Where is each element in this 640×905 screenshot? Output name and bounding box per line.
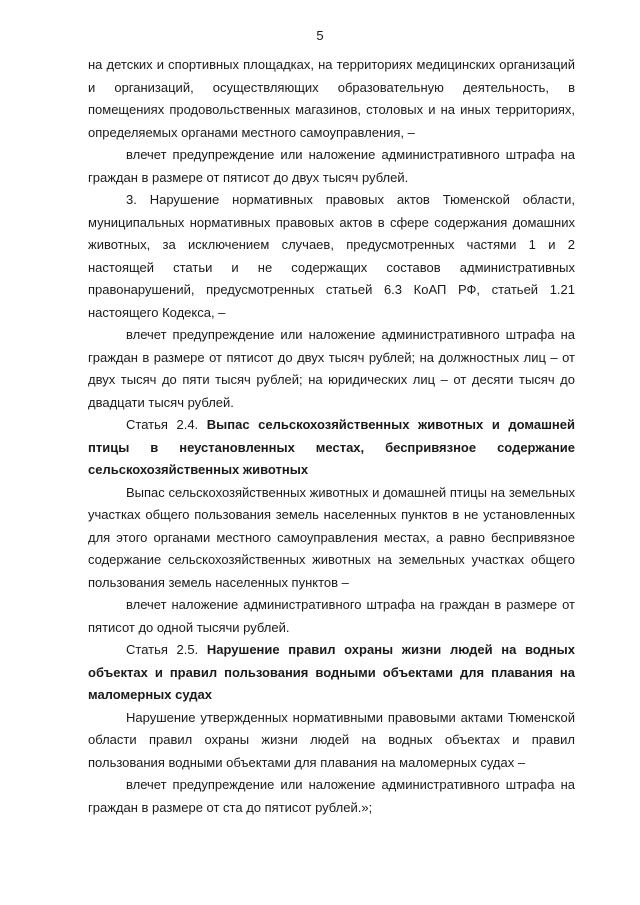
paragraph: Выпас сельскохозяйственных животных и домашней птицы на земельных участках общего пользования земель населенных пунктов в не установленных для этого органами местного самоуправления местах, а равно беспривязное содержание сельскохозяйственных животных на земельных участках общего пользования земель населенных пунктов –	[88, 484, 575, 590]
article-heading-2-5	[88, 639, 575, 707]
article-label: Статья 2.4.	[126, 417, 199, 432]
paragraph: Нарушение утвержденных нормативными правовыми актами Тюменской области правил охраны жизни людей на водных объектах и правил пользования водными объектами для плавания на маломерных судах –	[88, 709, 575, 770]
document-body	[88, 54, 575, 819]
article-heading-2-4	[88, 414, 575, 482]
paragraph: влечет предупреждение или наложение административного штрафа на граждан в размере от пятисот до двух тысяч рублей; на должностных лиц – от двух тысяч до пяти тысяч рублей; на юридических лиц – от десяти тысяч до двадцати тысяч рублей.	[88, 327, 575, 410]
article-label: Статья 2.5.	[126, 642, 199, 657]
article-title: Выпас сельскохозяйственных животных и домашней птицы в неустановленных местах, беспривязное содержание сельскохозяйственных животных	[88, 417, 576, 477]
article-title: Нарушение правил охраны жизни людей на водных объектах и правил пользования водными объектами для плавания на маломерных судах	[88, 642, 575, 702]
page-number: 5	[316, 28, 324, 43]
paragraph: влечет предупреждение или наложение административного штрафа на граждан в размере от пятисот до двух тысяч рублей.	[88, 147, 575, 185]
paragraph: влечет предупреждение или наложение административного штрафа на граждан в размере от ста до пятисот рублей.»;	[88, 777, 575, 815]
paragraph: 3. Нарушение нормативных правовых актов Тюменской области, муниципальных нормативных правовых актов в сфере содержания домашних животных, за исключением случаев, предусмотренных частями 1 и 2 настоящей статьи и не содержащих составов административных правонарушений, предусмотренных статьей 6.3 КоАП РФ, статьей 1.21 настоящего Кодекса, –	[88, 192, 575, 320]
paragraph: влечет наложение административного штрафа на граждан в размере от пятисот до одной тысячи рублей.	[88, 597, 575, 635]
paragraph: на детских и спортивных площадках, на территориях медицинских организаций и организаций, осуществляющих образовательную деятельность, в помещениях продовольственных магазинов, столовых и на иных территориях, определяемых органами местного самоуправления, –	[88, 57, 575, 140]
